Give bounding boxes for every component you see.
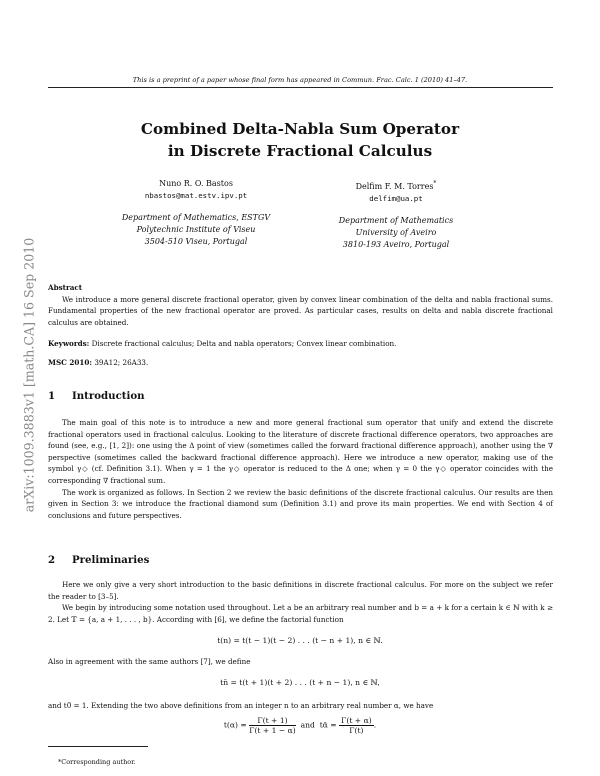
author-inst: Polytechnic Institute of Viseu — [136, 225, 256, 234]
abstract — [48, 282, 553, 328]
paragraph: Here we only give a very short introduction to the basic definitions in discrete fractional calculus. For more on the subject we refer the reader to [3–5]. — [48, 580, 553, 601]
paper-title — [0, 118, 600, 162]
keywords-label: Keywords: — [48, 339, 90, 348]
section-title: Introduction — [72, 390, 145, 402]
section-title: Preliminaries — [72, 554, 150, 566]
abstract-text: We introduce a more general discrete fractional operator, given by convex linear combination of the delta and nabla fractional sums. Fundamental properties of the new fractional operator are proved. As particular cases, results on delta and nabla discrete fractional calculus are obtained. — [48, 294, 553, 327]
section-number: 2 — [48, 554, 56, 566]
text-line: and t0̄ = 1. Extending the two above definitions from an integer n to an arbitrary real number α, we have — [48, 701, 434, 710]
arxiv-sidebar — [20, 180, 38, 570]
section-heading-2 — [48, 554, 149, 566]
equation-gamma — [0, 716, 600, 735]
title-line-2: in Discrete Fractional Calculus — [167, 142, 433, 160]
corresponding-mark: * — [433, 180, 437, 187]
paragraph: The main goal of this note is to introduce a new and more general fractional sum operator that unify and extend the discrete fractional operators used in fractional calculus. Looking to the literature of discrete fractional difference operators, two approaches are found (see, e.g., [1, 2]): one using the Δ point of view (sometimes called the forward fractional difference approach), another using the ∇ perspective (sometimes called the backward fractional difference approach). Here we introduce a new operator, making use of the symbol γ◇ (cf. Definition 3.1). When γ = 1 the γ◇ operator is reduced to the Δ one; when γ = 0 the γ◇ operator coincides with the corresponding ∇ fractional sum. — [48, 418, 553, 485]
abstract-heading: Abstract — [48, 283, 83, 292]
msc-text: 39A12; 26A33. — [94, 358, 149, 367]
author-dept: Department of Mathematics — [338, 216, 454, 225]
author-dept: Department of Mathematics, ESTGV — [121, 213, 271, 222]
eq-and: and — [300, 720, 315, 730]
header-rule — [48, 87, 553, 88]
author-inst: University of Aveiro — [355, 228, 437, 237]
keywords — [48, 338, 553, 350]
paragraph: We begin by introducing some notation used throughout. Let a be an arbitrary real number and b = a + k for a certain k ∈ ℕ with k ≥ 2. Let 𝕋 = {a, a + 1, . . . , b}. According with [6], we define the factorial function — [48, 603, 553, 624]
author-email[interactable]: delfim@ua.pt — [369, 194, 423, 203]
arxiv-id: arXiv:1009.3883v1 [math.CA] 16 Sep 2010 — [21, 237, 37, 513]
section-1-body — [48, 417, 553, 521]
denominator: Γ(t + 1 − α) — [249, 726, 296, 735]
msc — [48, 357, 553, 369]
section-heading-1 — [48, 390, 145, 402]
eq-end: . — [373, 720, 377, 730]
author-block-2 — [286, 178, 506, 251]
numerator: Γ(t + 1) — [249, 716, 296, 726]
denominator: Γ(t) — [349, 726, 364, 735]
footnote: *Corresponding author. — [58, 758, 136, 766]
equation-factorial: t(n) = t(t − 1)(t − 2) . . . (t − n + 1), n ∈ ℕ. — [217, 636, 383, 645]
preprint-note: This is a preprint of a paper whose final form has appeared in Commun. Frac. Calc. 1 (2010) 41–47. — [132, 76, 468, 84]
text-line: Also in agreement with the same authors [7], we define — [48, 657, 251, 666]
author-name: Delfim F. M. Torres* — [355, 180, 437, 191]
author-name: Nuno R. O. Bastos — [159, 179, 233, 188]
author-block-1 — [86, 178, 306, 248]
author-email[interactable]: nbastos@mat.estv.ipv.pt — [144, 191, 248, 200]
footnote-rule — [48, 746, 148, 747]
eq-mid: tᾱ = — [319, 720, 337, 730]
equation-rising-factorial: tn̄ = t(t + 1)(t + 2) . . . (t + n − 1), n ∈ ℕ, — [220, 678, 380, 687]
msc-label: MSC 2010: — [48, 358, 93, 367]
fraction — [249, 716, 296, 735]
author-addr: 3810-193 Aveiro, Portugal — [342, 240, 450, 249]
keywords-text: Discrete fractional calculus; Delta and nabla operators; Convex linear combination. — [91, 339, 397, 348]
numerator: Γ(t + α) — [341, 716, 372, 725]
author-addr: 3504-510 Viseu, Portugal — [144, 237, 248, 246]
eq-lhs: t(α) = — [223, 720, 247, 730]
section-2-body — [48, 579, 553, 625]
title-line-1: Combined Delta-Nabla Sum Operator — [140, 120, 460, 138]
paragraph: The work is organized as follows. In Section 2 we review the basic definitions of the discrete fractional calculus. Our results are then given in Section 3: we introduce the fractional diamond sum (Definition 3.1) and prove its main properties. We end with Section 4 of conclusions and future perspectives. — [48, 487, 553, 520]
fraction — [339, 716, 377, 735]
section-number: 1 — [48, 390, 56, 402]
